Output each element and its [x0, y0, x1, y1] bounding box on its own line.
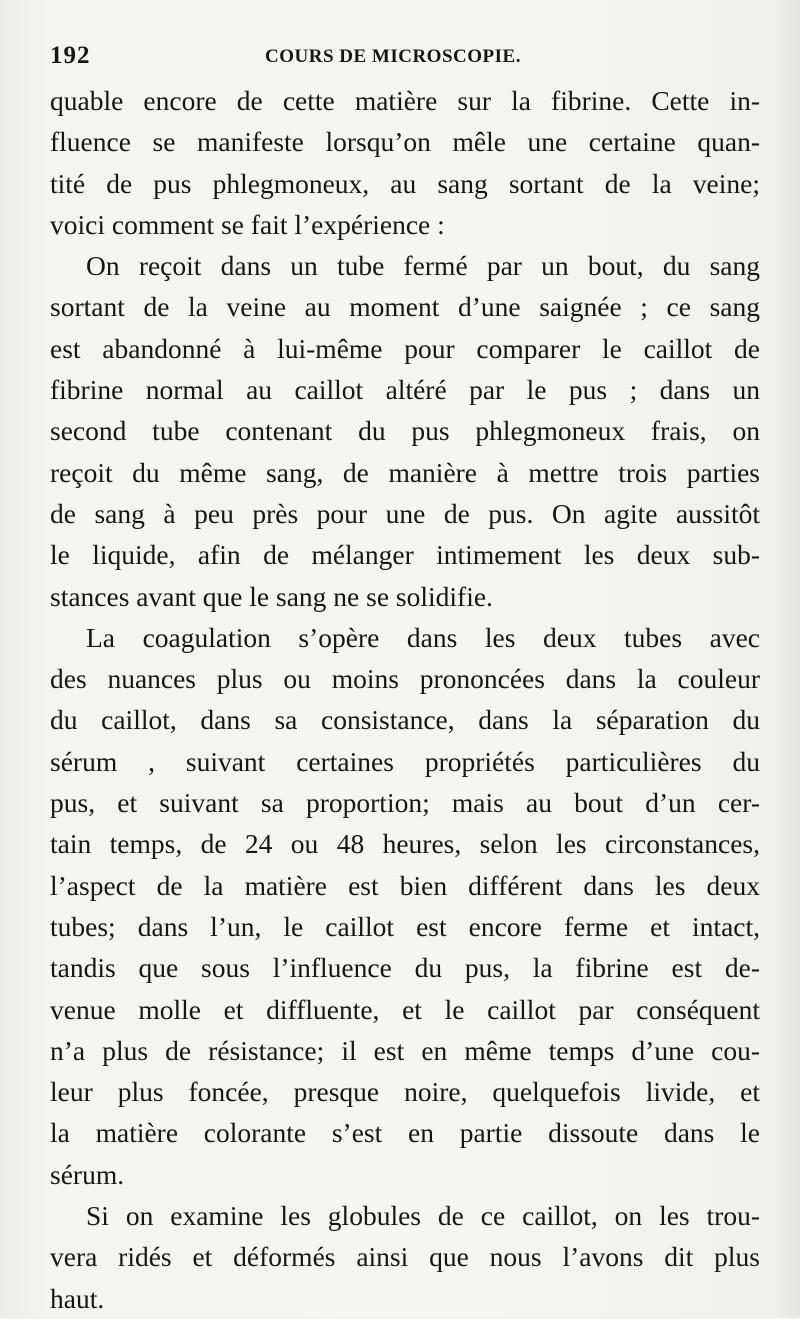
text-line: fluence se manifeste lorsqu’on mêle une certaine quan- — [50, 126, 760, 158]
text-line: tité de pus phlegmoneux, au sang sortant de la veine; — [50, 167, 760, 199]
text-line: tandis que sous l’influence du pus, la fibrine est de- — [50, 952, 760, 984]
text-line: sérum. — [50, 1158, 125, 1190]
text-line: du caillot, dans sa consistance, dans la séparation du — [50, 704, 760, 736]
text-line: de sang à peu près pour une de pus. On agite aussitôt — [50, 497, 760, 529]
text-line: quable encore de cette matière sur la fibrine. Cette in- — [50, 85, 760, 116]
text-line: stances avant que le sang ne se solidifie. — [50, 580, 493, 612]
body-text — [50, 80, 760, 1319]
text-line: vera ridés et déformés ainsi que nous l’avons dit plus — [50, 1241, 760, 1273]
text-line: sérum , suivant certaines propriétés particulières du — [50, 745, 760, 777]
text-line: On reçoit dans un tube fermé par un bout, du sang — [86, 250, 760, 282]
running-title: COURS DE MICROSCOPIE. — [265, 46, 521, 67]
text-line: n’a plus de résistance; il est en même temps d’une cou- — [50, 1034, 760, 1066]
text-line: venue molle et diffluente, et le caillot par conséquent — [50, 993, 760, 1025]
text-line: second tube contenant du pus phlegmoneux frais, on — [50, 415, 760, 447]
text-line: La coagulation s’opère dans les deux tubes avec — [86, 621, 760, 653]
text-line: reçoit du même sang, de manière à mettre trois parties — [50, 456, 760, 488]
text-line: est abandonné à lui-même pour comparer le caillot de — [50, 332, 760, 364]
page-edge-shadow — [774, 0, 800, 1317]
page-header — [50, 42, 760, 76]
text-line: haut. — [50, 1282, 105, 1314]
text-line: sortant de la veine au moment d’une saignée ; ce sang — [50, 291, 760, 323]
text-line: la matière colorante s’est en partie dissoute dans le — [50, 1117, 760, 1149]
page-number: 192 — [50, 42, 91, 69]
text-line: voici comment se fait l’expérience : — [50, 208, 445, 240]
text-line: Si on examine les globules de ce caillot, on les trou- — [86, 1200, 760, 1232]
text-line: tain temps, de 24 ou 48 heures, selon les circonstances, — [50, 828, 760, 860]
text-line: pus, et suivant sa proportion; mais au bout d’un cer- — [50, 787, 760, 819]
text-line: des nuances plus ou moins prononcées dans la couleur — [50, 663, 760, 695]
text-line: fibrine normal au caillot altéré par le pus ; dans un — [50, 374, 760, 406]
text-line: le liquide, afin de mélanger intimement les deux sub- — [50, 539, 760, 571]
text-line: tubes; dans l’un, le caillot est encore ferme et intact, — [50, 910, 760, 942]
text-line: l’aspect de la matière est bien différent dans les deux — [50, 869, 760, 901]
text-line: leur plus foncée, presque noire, quelquefois livide, et — [50, 1076, 760, 1108]
